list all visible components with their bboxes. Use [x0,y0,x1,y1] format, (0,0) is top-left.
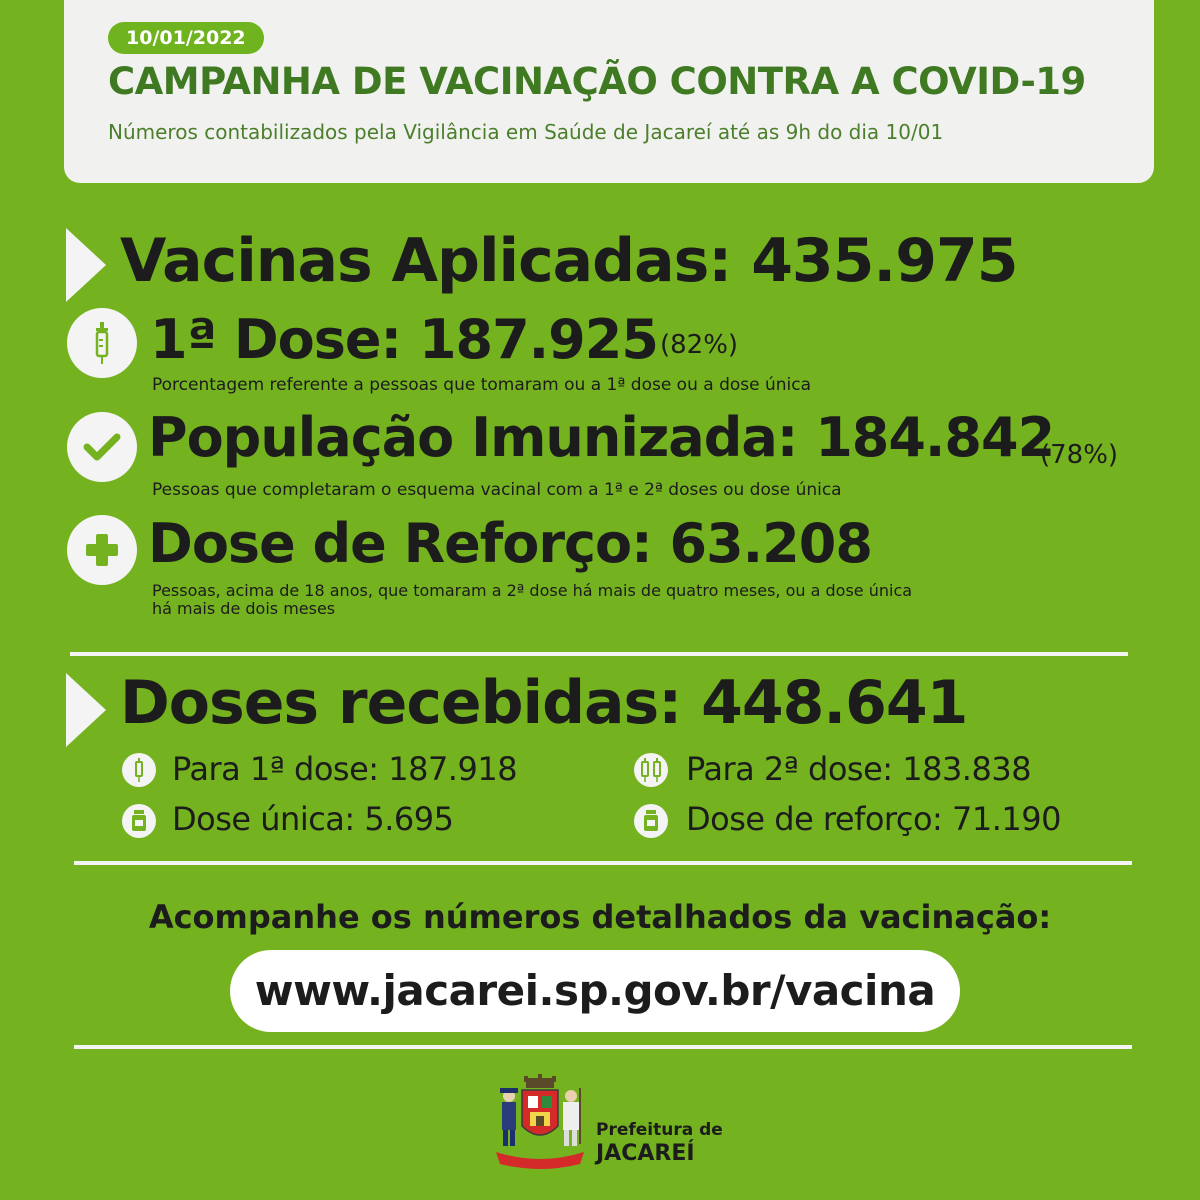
doses-item-unica: Dose única: 5.695 [172,800,454,838]
org-name-line2: JACAREÍ [596,1141,695,1166]
doses-recebidas [120,668,967,738]
org-name-line1: Prefeitura de [596,1120,723,1140]
populacao-imunizada-note: Pessoas que completaram o esquema vacinal com a 1ª e 2ª doses ou dose única [152,480,842,500]
check-icon [67,412,137,482]
populacao-imunizada-label: População Imunizada: [148,406,798,469]
primeira-dose-label: 1ª Dose: [150,308,402,371]
doses-item-reforco: Dose de reforço: 71.190 [686,800,1061,838]
dose-reforco-value: 63.208 [669,512,872,575]
date-badge: 10/01/2022 [108,22,264,54]
follow-text: Acompanhe os números detalhados da vacinação: [148,898,1052,936]
populacao-imunizada [148,406,1054,469]
divider [74,1045,1132,1049]
primeira-dose-percent: (82%) [660,330,739,360]
vacinas-aplicadas [120,226,1017,296]
dose-reforco-note-line2: há mais de dois meses [152,599,336,618]
primeira-dose [150,308,658,371]
vacina-link[interactable]: www.jacarei.sp.gov.br/vacina [230,950,960,1032]
arrow-right-icon [66,673,106,747]
vacinas-aplicadas-value: 435.975 [751,226,1018,296]
divider [74,861,1132,865]
doses-item-primeira: Para 1ª dose: 187.918 [172,750,518,788]
syringe-icon [122,753,156,787]
divider [70,652,1128,656]
populacao-imunizada-value: 184.842 [815,406,1055,469]
page-title: CAMPANHA DE VACINAÇÃO CONTRA A COVID-19 [108,60,1086,103]
arrow-right-icon [66,228,106,302]
primeira-dose-note: Porcentagem referente a pessoas que tomaram ou a 1ª dose ou a dose única [152,375,812,395]
city-crest-logo [492,1074,588,1170]
dose-reforco [148,512,872,575]
primeira-dose-value: 187.925 [418,308,658,371]
populacao-imunizada-percent: (78%) [1040,440,1119,470]
syringe-icon [67,308,137,378]
dose-reforco-note-line1: Pessoas, acima de 18 anos, que tomaram a 2ª dose há mais de quatro meses, ou a dose única [152,581,913,600]
dose-reforco-label: Dose de Reforço: [148,512,652,575]
double-syringe-icon [634,753,668,787]
vial-icon [122,804,156,838]
page-subtitle: Números contabilizados pela Vigilância em Saúde de Jacareí até as 9h do dia 10/01 [108,120,944,144]
vacinas-aplicadas-label: Vacinas Aplicadas: [120,226,732,296]
doses-item-segunda: Para 2ª dose: 183.838 [686,750,1032,788]
vial-icon [634,804,668,838]
doses-recebidas-label: Doses recebidas: [120,668,682,738]
doses-recebidas-value: 448.641 [701,668,968,738]
plus-icon [67,515,137,585]
